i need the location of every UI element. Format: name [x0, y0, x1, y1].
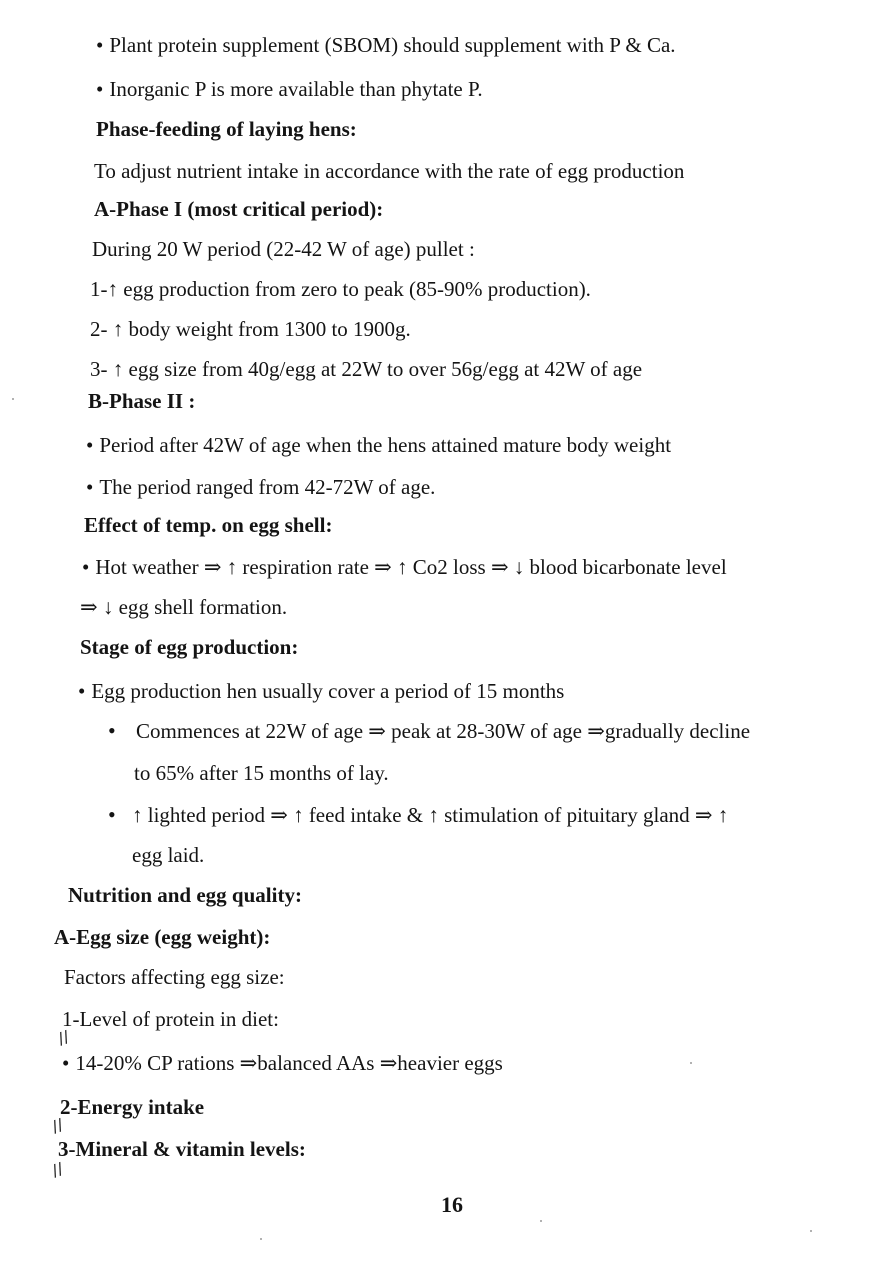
paper-speck — [260, 1238, 262, 1240]
heading-stage-production: Stage of egg production: — [80, 635, 299, 659]
item-protein-level: 1-Level of protein in diet: — [62, 1007, 279, 1031]
sub-bullet-dot: • — [108, 718, 116, 743]
paper-speck — [12, 398, 14, 400]
sub-bullet-lighted-period: ↑ lighted period ⇒ ↑ feed intake & ↑ stimulation of pituitary gland ⇒ ↑ — [132, 803, 729, 827]
heading-nutrition-egg-quality: Nutrition and egg quality: — [68, 883, 302, 907]
bullet-inorganic-p: • Inorganic P is more available than phytate P. — [96, 76, 483, 102]
sub-bullet-dot: • — [108, 802, 116, 827]
handwritten-tick-mark: // — [55, 1026, 72, 1049]
bullet-egg-production-hen: • Egg production hen usually cover a period of 15 months — [78, 678, 564, 704]
text-to-65-percent: to 65% after 15 months of lay. — [134, 761, 389, 785]
item-energy-intake: 2-Energy intake — [60, 1095, 205, 1119]
text-egg-shell-formation: ⇒ ↓ egg shell formation. — [80, 595, 288, 619]
text-during-period: During 20 W period (22-42 W of age) pullet : — [92, 237, 475, 261]
sub-bullet-commences: Commences at 22W of age ⇒ peak at 28-30W of age ⇒gradually decline — [136, 719, 751, 743]
text-egg-laid: egg laid. — [132, 843, 205, 867]
item-body-weight: 2- ↑ body weight from 1300 to 1900g. — [90, 317, 411, 341]
bullet-period-after: • Period after 42W of age when the hens attained mature body weight — [86, 432, 671, 458]
heading-phase-one: A-Phase I (most critical period): — [94, 197, 384, 221]
handwritten-tick-mark: // — [49, 1114, 66, 1137]
paper-speck — [690, 1062, 692, 1064]
bullet-plant-protein: • Plant protein supplement (SBOM) should supplement with P & Ca. — [96, 32, 676, 58]
text-adjust-nutrient: To adjust nutrient intake in accordance with the rate of egg production — [94, 159, 685, 183]
heading-phase-two: B-Phase II : — [88, 389, 196, 413]
item-egg-size: 3- ↑ egg size from 40g/egg at 22W to over 56g/egg at 42W of age — [90, 357, 643, 381]
handwritten-tick-mark: // — [49, 1158, 66, 1181]
bullet-hot-weather: • Hot weather ⇒ ↑ respiration rate ⇒ ↑ Co2 loss ⇒ ↓ blood bicarbonate level — [82, 554, 727, 580]
heading-phase-feeding: Phase-feeding of laying hens: — [96, 117, 357, 141]
heading-temp-egg-shell: Effect of temp. on egg shell: — [84, 513, 333, 537]
item-mineral-vitamin: 3-Mineral & vitamin levels: — [58, 1137, 306, 1161]
paper-speck — [810, 1230, 812, 1232]
item-egg-production: 1-↑ egg production from zero to peak (85-90% production). — [90, 277, 591, 301]
text-factors-egg-size: Factors affecting egg size: — [64, 965, 285, 989]
page-number: 16 — [441, 1192, 463, 1217]
bullet-period-ranged: • The period ranged from 42-72W of age. — [86, 474, 435, 500]
heading-egg-size: A-Egg size (egg weight): — [54, 925, 271, 949]
paper-speck — [540, 1220, 542, 1222]
bullet-cp-rations: • 14-20% CP rations ⇒balanced AAs ⇒heavier eggs — [62, 1050, 503, 1076]
